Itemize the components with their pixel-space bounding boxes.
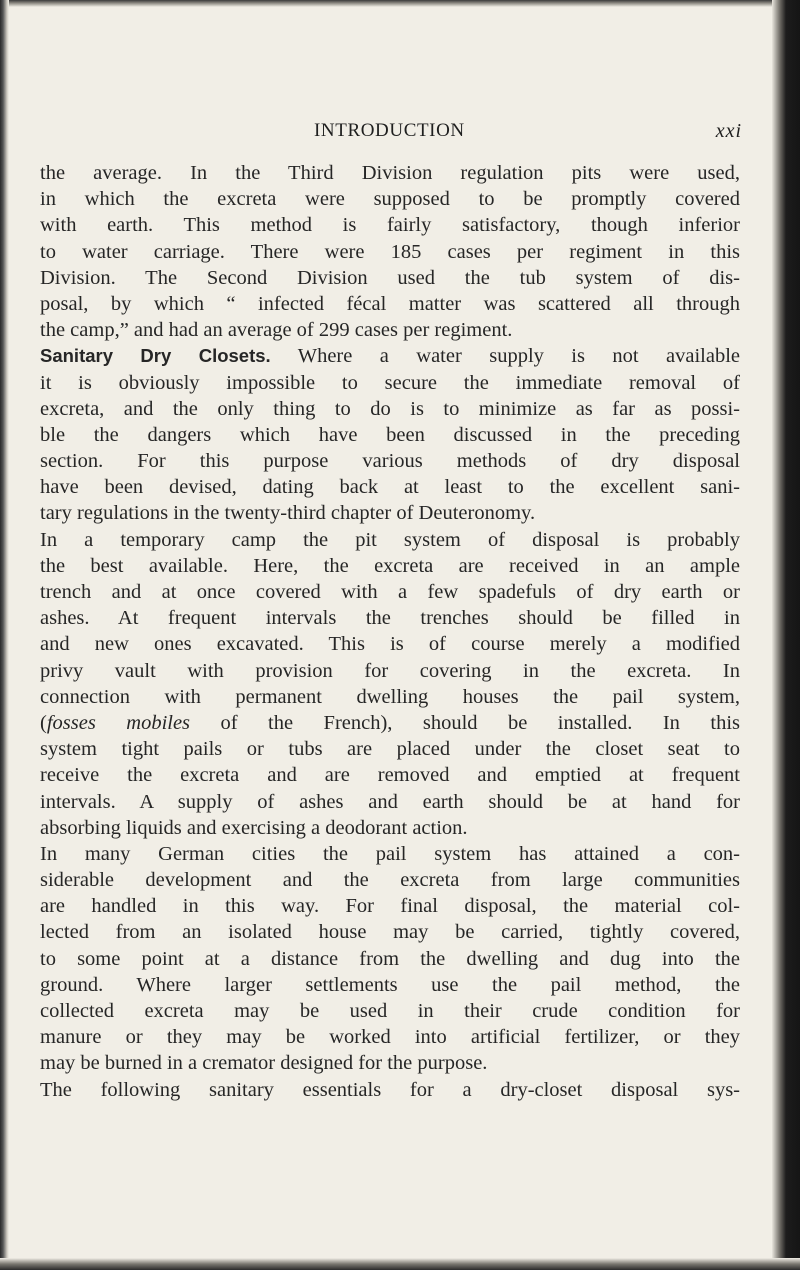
page-top-edge [0, 0, 800, 7]
text-line: tary regulations in the twenty-third chapter of Deuteronomy. [40, 502, 536, 525]
text-line: and new ones excavated. This is of course merely a modified [40, 633, 740, 656]
text-line: The following sanitary essentials for a dry-closet disposal sys- [40, 1078, 740, 1101]
text-line: may be burned in a cremator designed for the purpose. [40, 1052, 488, 1075]
text-line: manure or they may be worked into artificial fertilizer, or they [40, 1026, 740, 1049]
text-line: to some point at a distance from the dwelling and dug into the [40, 947, 740, 970]
fosses-mobiles-line [40, 710, 740, 736]
text-line: the average. In the Third Division regulation pits were used, [40, 162, 740, 184]
text-line: the camp,” and had an average of 299 cases per regiment. [40, 319, 513, 342]
text-line: the best available. Here, the excreta are received in an ample [40, 554, 740, 577]
text-fragment: Where a water supply is not available [270, 345, 740, 368]
text-line: Division. The Second Division used the tub system of dis- [40, 266, 740, 289]
text-line: it is obviously impossible to secure the immediate removal of [40, 371, 740, 394]
text-line: receive the excreta and are removed and emptied at frequent [40, 764, 740, 787]
text-line: in which the excreta were supposed to be promptly covered [40, 188, 740, 211]
text-line: ashes. At frequent intervals the trenches should be filled in [40, 607, 740, 630]
text-line: ground. Where larger settlements use the pail method, the [40, 973, 740, 996]
text-line: In a temporary camp the pit system of disposal is probably [40, 528, 740, 551]
italic-term: fosses mobiles [46, 711, 191, 734]
text-line: absorbing liquids and exercising a deodorant action. [40, 816, 468, 839]
text-line: are handled in this way. For final disposal, the material col- [40, 895, 740, 918]
text-line: with earth. This method is fairly satisfactory, though inferior [40, 214, 740, 237]
text-line: lected from an isolated house may be carried, tightly covered, [40, 921, 740, 944]
body-text [40, 160, 740, 1103]
text-line: excreta, and the only thing to do is to minimize as far as possi- [40, 397, 740, 420]
page-bottom-edge [0, 1258, 800, 1270]
text-line: ble the dangers which have been discussed in the preceding [40, 423, 740, 446]
page-right-edge [772, 0, 800, 1270]
text-line: In many German cities the pail system has attained a con- [40, 842, 740, 865]
text-line: to water carriage. There were 185 cases per regiment in this [40, 240, 740, 263]
page-left-edge [0, 0, 9, 1270]
text-line: have been devised, dating back at least to the excellent sani- [40, 476, 740, 499]
text-line: privy vault with provision for covering in the excreta. In [40, 659, 740, 682]
text-line: connection with permanent dwelling houses the pail system, [40, 685, 740, 708]
text-line: system tight pails or tubs are placed under the closet seat to [40, 738, 740, 761]
text-line: trench and at once covered with a few spadefuls of dry earth or [40, 581, 740, 603]
text-fragment: of the French), should be installed. In this [190, 711, 740, 734]
side-heading: Sanitary Dry Closets. [40, 345, 271, 367]
text-line: siderable development and the excreta from large communities [40, 869, 740, 892]
sanitary-dry-closets-line [40, 343, 740, 369]
page-number: xxi [715, 120, 742, 142]
text-line: intervals. A supply of ashes and earth should be at hand for [40, 790, 740, 813]
text-line: section. For this purpose various methods of dry disposal [40, 450, 740, 473]
text-fragment: ( [40, 711, 47, 734]
page-header [146, 120, 746, 150]
text-line: collected excreta may be used in their crude condition for [40, 1000, 740, 1022]
text-line: posal, by which “ infected fécal matter was scattered all through [40, 292, 740, 315]
running-head: INTRODUCTION [314, 120, 465, 141]
